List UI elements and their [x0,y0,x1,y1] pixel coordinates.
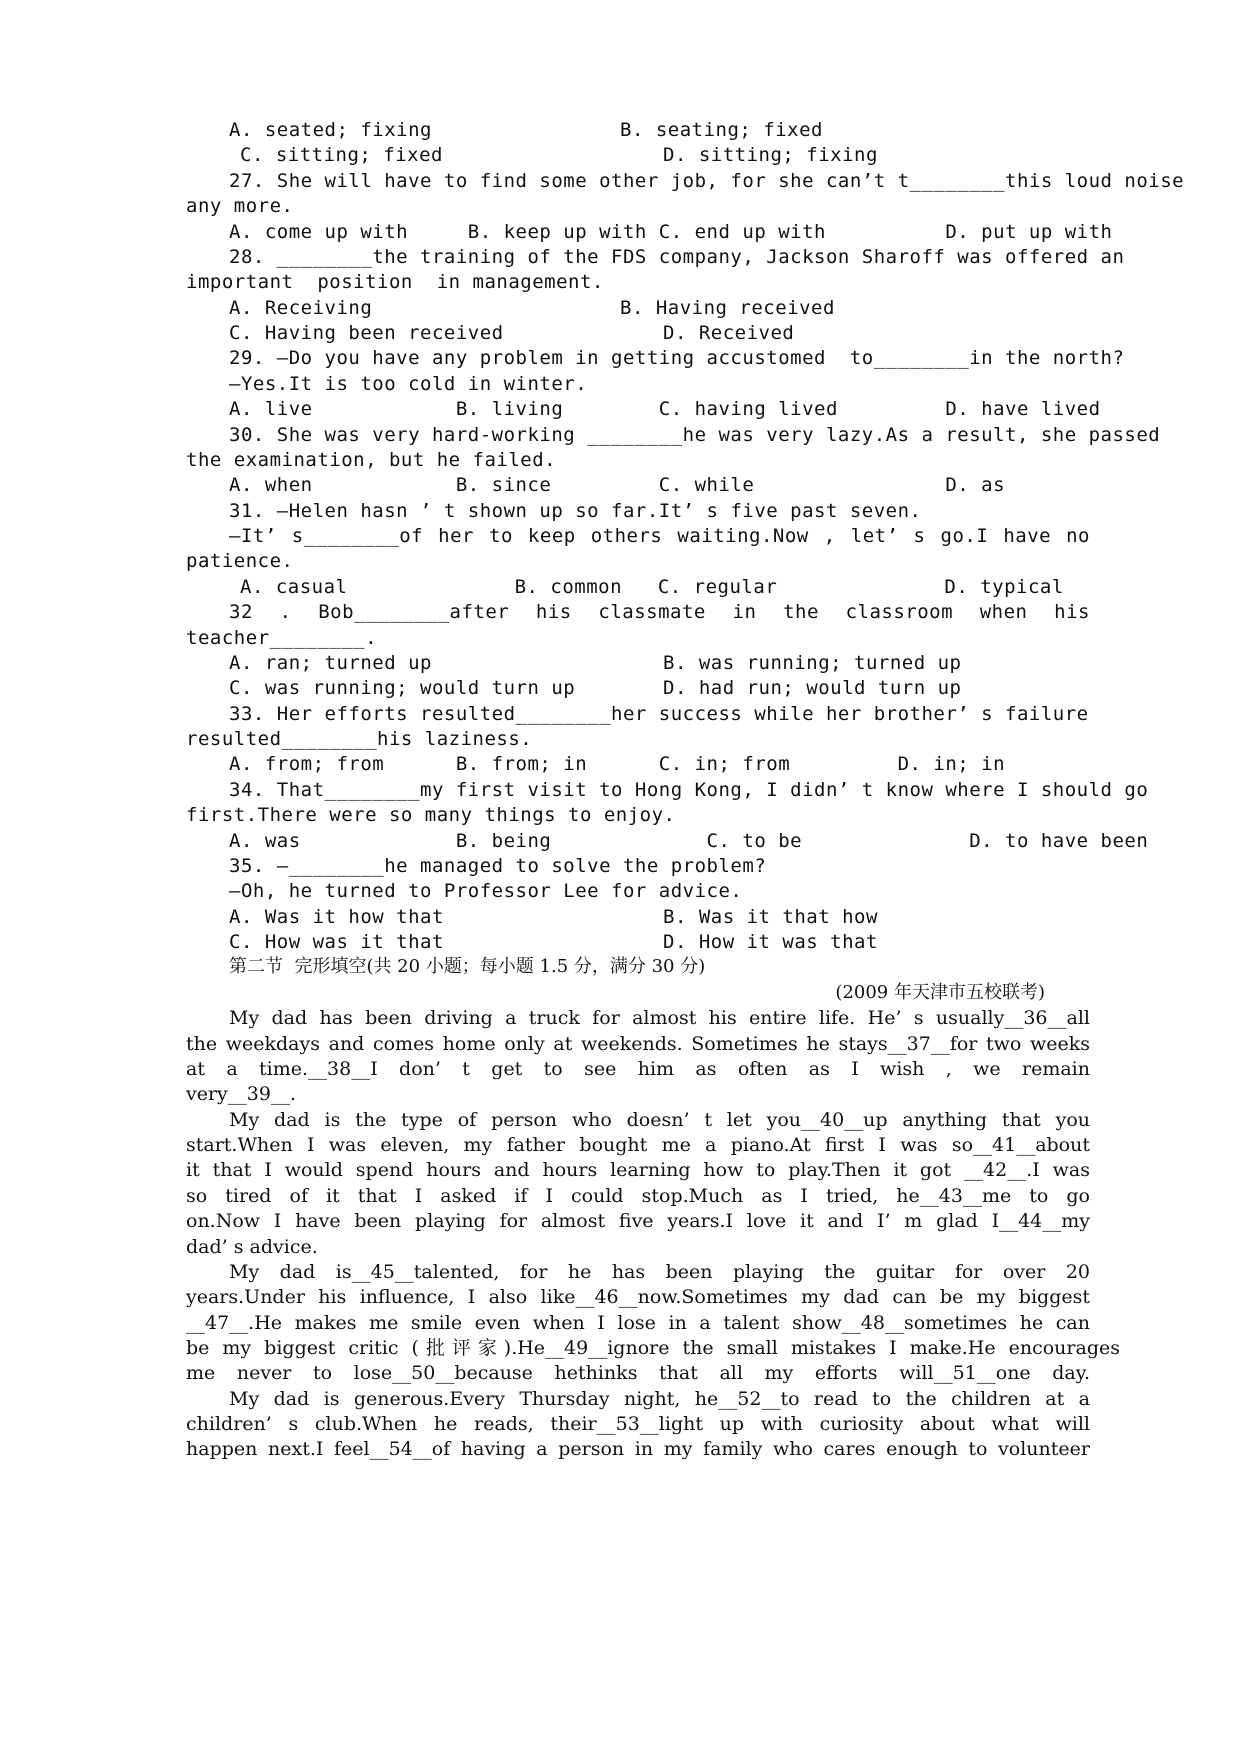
passage-p1-l4: very__39__. [186,1083,297,1105]
option-35d: D. How it was that [663,931,878,953]
option-28a: A. Receiving [229,297,373,319]
option-32a: A. ran; turned up [229,652,432,674]
question-29-reply: —Yes.It is too cold in winter. [229,373,588,395]
option-32b: B. was running; turned up [663,652,962,674]
question-28-cont: important position in management. [186,271,604,293]
option-35a: A. Was it how that [229,906,444,928]
question-27-cont: any more. [186,195,294,217]
passage-p3-l3: __47__.He makes me smile even when I lose in a talent show__48__sometimes he can [186,1312,1090,1334]
option-28c: C. Having been received [229,322,504,344]
option-28b: B. Having received [620,297,835,319]
question-31-cont: patience. [186,550,294,572]
passage-p2-l5: on.Now I have been playing for almost five years.I love it and I’ m glad I__44__my [186,1210,1090,1232]
question-32: 32 . Bob________after his classmate in the classroom when his [229,601,1090,623]
question-34-cont: first.There were so many things to enjoy. [186,804,676,826]
passage-p4-l3: happen next.I feel__54__of having a person in my family who cares enough to volunteer [186,1438,1090,1460]
question-28: 28. ________the training of the FDS company, Jackson Sharoff was offered an [229,246,1125,268]
passage-p3: My dad is__45__talented, for he has been playing the guitar for over 20 [229,1261,1090,1283]
question-30-cont: the examination, but he failed. [186,449,557,471]
passage-p1-l2: the weekdays and comes home only at weekends. Sometimes he stays__37__for two weeks [186,1033,1090,1055]
option-32d: D. had run; would turn up [663,677,962,699]
question-33-cont: resulted________his laziness. [186,728,533,750]
options-27: A. come up with B. keep up with C. end up with D. put up with [229,221,1113,243]
passage-p2-l2: start.When I was eleven, my father bought me a piano.At first I was so__41__about [186,1134,1090,1156]
passage-p4-l2: children’ s club.When he reads, their__53__light up with curiosity about what will [186,1413,1090,1435]
passage-p3-l4: be my biggest critic (批评家).He__49__ignore the small mistakes I make.He encourages [186,1337,1120,1359]
passage-p3-l5: me never to lose__50__because hethinks that all my efforts will__51__one day. [186,1362,1090,1384]
passage-p1-l3: at a time.__38__I don’ t get to see him as often as I wish , we remain [186,1058,1090,1080]
section-heading: 第二节 完形填空(共 20 小题；每小题 1.5 分，满分 30 分) [229,956,706,977]
option-26c: C. sitting; fixed [240,144,443,166]
option-26b: B. seating; fixed [620,119,823,141]
question-30: 30. She was very hard-working ________he was very lazy.As a result, she passed [229,424,1161,446]
options-33: A. from; from B. from; in C. in; from D. in; in [229,753,1006,775]
passage-p3-l2: years.Under his influence, I also like__46__now.Sometimes my dad can be my biggest [186,1286,1090,1308]
options-29: A. live B. living C. having lived D. have lived [229,398,1101,420]
question-32-cont: teacher________. [186,627,378,649]
passage-p2: My dad is the type of person who doesn’ t let you__40__up anything that you [229,1109,1090,1131]
passage-p1: My dad has been driving a truck for almost his entire life. He’ s usually__36__all [229,1007,1090,1029]
option-32c: C. was running; would turn up [229,677,576,699]
question-31-reply: —It’ s________of her to keep others waiting.Now , let’ s go.I have no [229,525,1090,547]
option-26d: D. sitting; fixing [663,144,878,166]
option-35b: B. Was it that how [663,906,878,928]
question-34: 34. That________my first visit to Hong Kong, I didn’ t know where I should go [229,779,1149,801]
options-31: A. casual B. common C. regular D. typical [240,576,1064,598]
passage-p2-l6: dad’ s advice. [186,1236,318,1258]
options-30: A. when B. since C. while D. as [229,474,1006,496]
passage-p2-l3: it that I would spend hours and hours learning how to play.Then it got __42__.I was [186,1159,1090,1181]
question-35-reply: —Oh, he turned to Professor Lee for advice. [229,880,743,902]
option-35c: C. How was it that [229,931,444,953]
question-27: 27. She will have to find some other job, for she can’t t________this loud noise [229,170,1185,192]
options-34: A. was B. being C. to be D. to have been [229,830,1149,852]
question-29: 29. —Do you have any problem in getting accustomed to________in the north? [229,347,1125,369]
passage-p4: My dad is generous.Every Thursday night, he__52__to read to the children at a [229,1388,1090,1410]
passage-p2-l4: so tired of it that I asked if I could stop.Much as I tried, he__43__me to go [186,1185,1090,1207]
option-26a: A. seated; fixing [229,119,432,141]
question-31: 31. —Helen hasn ’ t shown up so far.It’ s five past seven. [229,500,922,522]
question-35: 35. —________he managed to solve the problem? [229,855,767,877]
source-note: (2009 年天津市五校联考) [835,982,1045,1003]
question-33: 33. Her efforts resulted________her success while her brother’ s failure [229,703,1089,725]
option-28d: D. Received [663,322,795,344]
